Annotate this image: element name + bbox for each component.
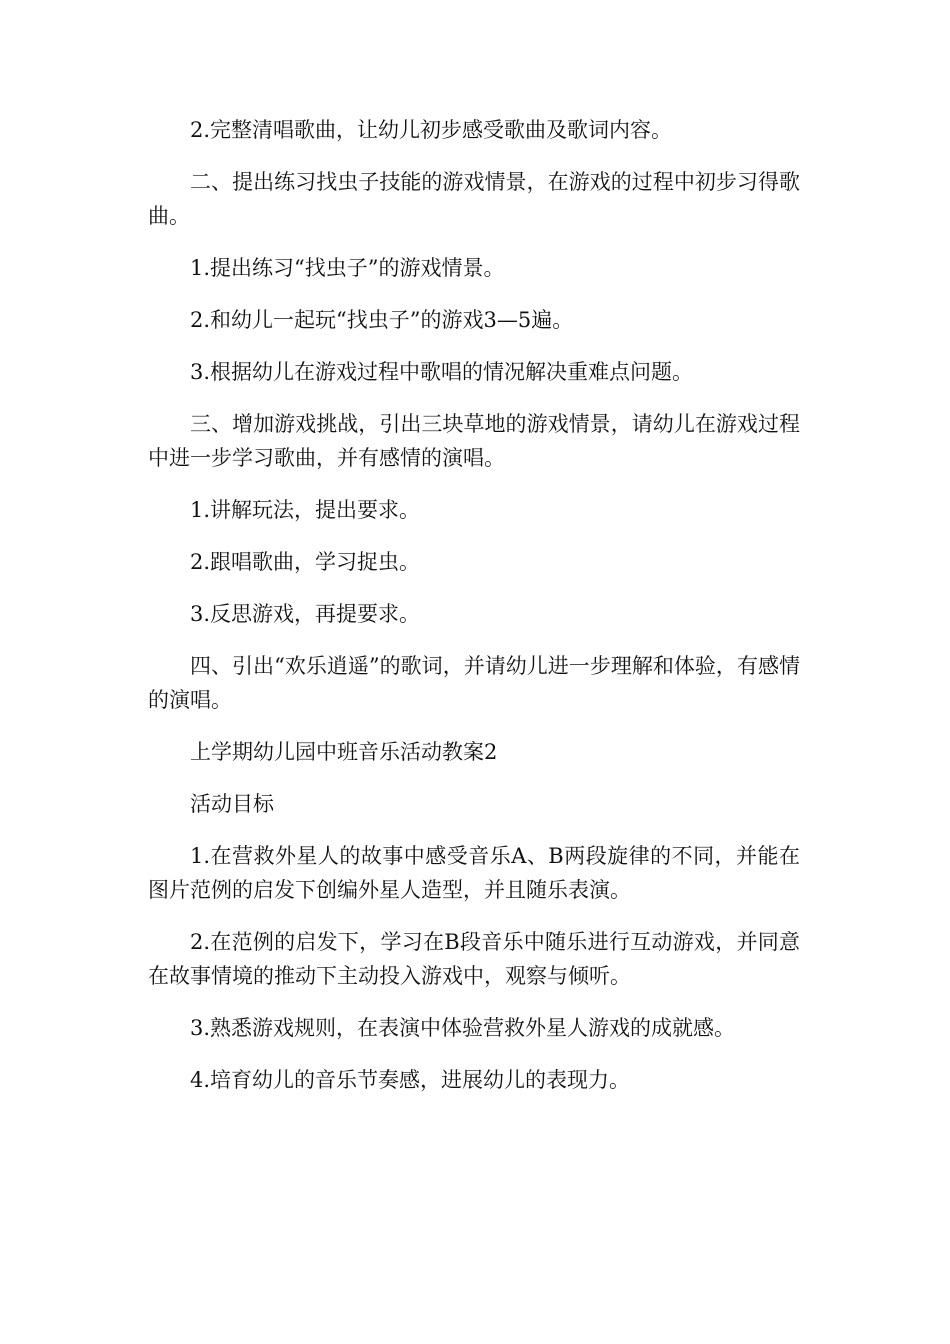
lesson-plan-heading: 上学期幼儿园中班音乐活动教案2 — [190, 740, 498, 764]
goal-item-1: 1.在营救外星人的故事中感受音乐A、B两段旋律的不同，并能在图片范例的启发下创编外星人造型，并且随乐表演。 — [148, 844, 800, 902]
goal-item-4: 4.培育幼儿的音乐节奏感，进展幼儿的表现力。 — [190, 1068, 631, 1092]
activity-goals-heading: 活动目标 — [190, 792, 274, 816]
paragraph-section-2-item-2: 2.和幼儿一起玩“找虫子”的游戏3—5遍。 — [190, 308, 574, 332]
document-body — [148, 113, 800, 1115]
goal-item-2: 2.在范例的启发下，学习在B段音乐中随乐进行互动游戏，并同意在故事情境的推动下主动投入游戏中，观察与倾听。 — [148, 930, 800, 988]
paragraph-section-2-item-3: 3.根据幼儿在游戏过程中歌唱的情况解决重难点问题。 — [190, 360, 694, 384]
paragraph-section-4: 四、引出“欢乐逍遥”的歌词，并请幼儿进一步理解和体验，有感情的演唱。 — [148, 654, 800, 712]
paragraph-section-3-item-2: 2.跟唱歌曲，学习捉虫。 — [190, 550, 421, 574]
paragraph-section-3: 三、增加游戏挑战，引出三块草地的游戏情景，请幼儿在游戏过程中进一步学习歌曲，并有感情的演唱。 — [148, 412, 800, 470]
paragraph-section-3-item-3: 3.反思游戏，再提要求。 — [190, 602, 421, 626]
goal-item-3: 3.熟悉游戏规则，在表演中体验营救外星人游戏的成就感。 — [190, 1016, 736, 1040]
paragraph-step-2-sing: 2.完整清唱歌曲，让幼儿初步感受歌曲及歌词内容。 — [190, 118, 673, 142]
paragraph-section-3-item-1: 1.讲解玩法，提出要求。 — [190, 498, 421, 522]
paragraph-section-2-item-1: 1.提出练习“找虫子”的游戏情景。 — [190, 256, 505, 280]
paragraph-section-2: 二、提出练习找虫子技能的游戏情景，在游戏的过程中初步习得歌曲。 — [148, 170, 800, 228]
